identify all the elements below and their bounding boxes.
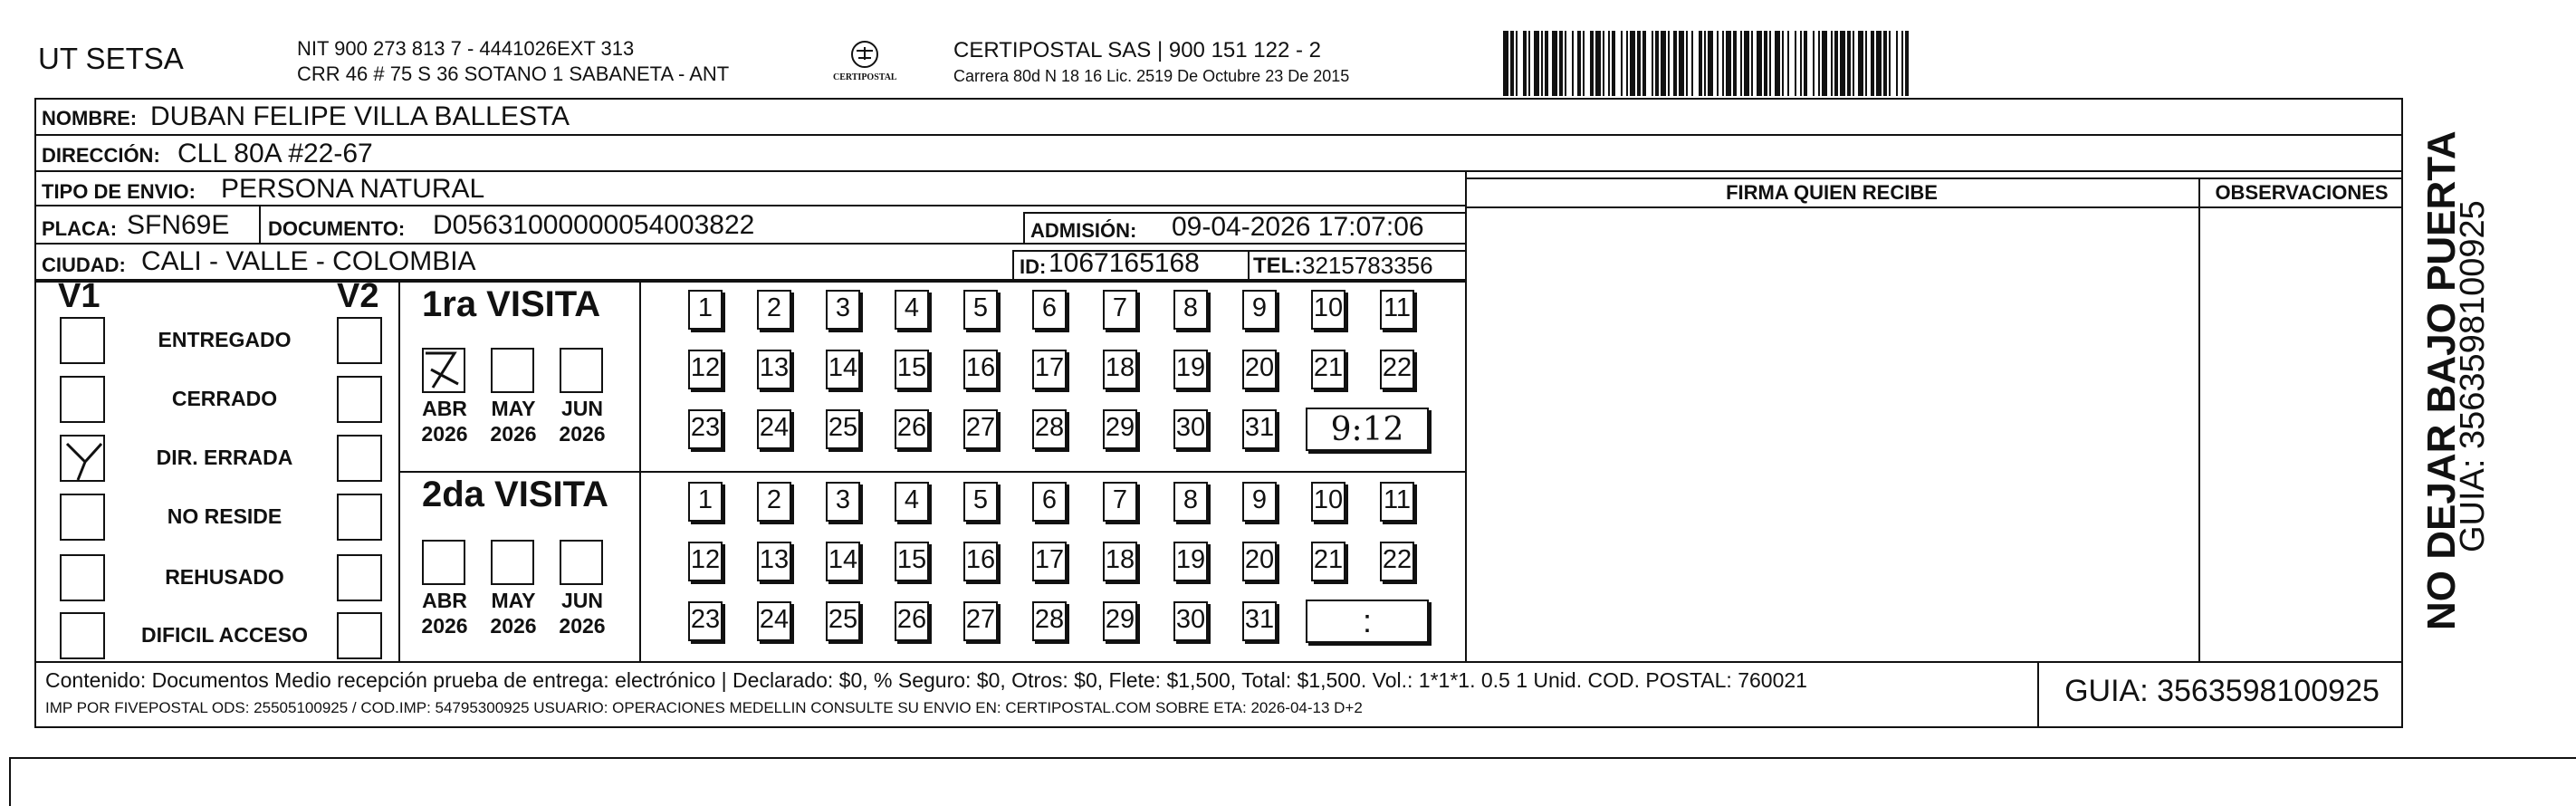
admision-value: 09-04-2026 17:07:06 [1172,212,1424,242]
imp-line: IMP POR FIVEPOSTAL ODS: 25505100925 / COD.IMP: 54795300925 USUARIO: OPERACIONES MEDELLIN CONSULTE SU ENVIO EN: CERTIPOSTAL.COM SOBRE ETA: 2026-04-13 D+2 [45,699,1363,716]
first-visit-day-box[interactable]: 29 [1103,409,1137,449]
admision-label: ADMISIÓN: [1030,219,1137,242]
first-visit-day-box[interactable]: 27 [963,409,998,449]
first-visit-day-box[interactable]: 14 [826,350,860,389]
second-visit-day-box[interactable]: 15 [895,542,929,581]
second-visit-day-box[interactable]: 21 [1311,542,1345,581]
ciudad-label: CIUDAD: [42,254,126,276]
v2-checkbox[interactable] [337,554,382,601]
v1-checkbox[interactable] [60,376,105,423]
visit-row-divider [398,471,1465,473]
firma-header: FIRMA QUIEN RECIBE [1726,181,1938,204]
first-visit-day-box[interactable]: 16 [963,350,998,389]
first-visit-month-box[interactable] [491,348,534,393]
tel-label: TEL: [1253,254,1302,278]
second-visit-day-box[interactable]: 3 [826,482,860,522]
first-visit-day-box[interactable]: 4 [895,290,929,330]
v1-checkbox[interactable] [60,494,105,541]
first-visit-day-box[interactable]: 13 [757,350,791,389]
first-visit-month-box[interactable] [560,348,603,393]
first-visit-day-box[interactable]: 31 [1242,409,1277,449]
first-visit-month-box[interactable] [422,348,465,393]
second-visit-day-box[interactable]: 18 [1103,542,1137,581]
first-visit-day-box[interactable]: 1 [688,290,723,330]
second-visit-day-box[interactable]: 23 [688,601,723,641]
second-visit-day-box[interactable]: 16 [963,542,998,581]
first-visit-day-box[interactable]: 5 [963,290,998,330]
second-visit-day-box[interactable]: 30 [1173,601,1208,641]
first-visit-time-box[interactable]: 9:12 [1306,408,1429,451]
ciudad-row [34,245,1465,281]
direccion-row [34,136,2403,172]
second-visit-day-box[interactable]: 6 [1032,482,1067,522]
status-option-label: DIR. ERRADA [156,446,293,469]
first-visit-day-box[interactable]: 21 [1311,350,1345,389]
v2-checkbox[interactable] [337,612,382,659]
first-visit-day-box[interactable]: 19 [1173,350,1208,389]
first-visit-day-box[interactable]: 12 [688,350,723,389]
first-visit-day-box[interactable]: 15 [895,350,929,389]
documento-label: DOCUMENTO: [268,217,406,240]
first-visit-day-box[interactable]: 25 [826,409,860,449]
tipo-envio-row [34,172,1465,206]
second-visit-month-box[interactable] [422,540,465,585]
tipo-envio-value: PERSONA NATURAL [221,174,485,204]
second-visit-day-box[interactable]: 27 [963,601,998,641]
tel-value: 3215783356 [1302,252,1433,279]
status-option-label: REHUSADO [165,565,284,589]
first-visit-day-box[interactable]: 24 [757,409,791,449]
first-visit-title: 1ra VISITA [422,284,601,324]
v1-checkbox[interactable] [60,612,105,659]
second-visit-year-label: 2026 [421,614,468,638]
carrier-line: CERTIPOSTAL SAS | 900 151 122 - 2 [953,38,1321,62]
v1-checkbox[interactable] [60,554,105,601]
nombre-row [34,98,2403,136]
second-visit-day-box[interactable]: 20 [1242,542,1277,581]
v1-checkbox[interactable] [60,317,105,364]
first-visit-day-box[interactable]: 6 [1032,290,1067,330]
second-visit-day-box[interactable]: 25 [826,601,860,641]
company-name: UT SETSA [38,42,184,75]
check-mark-icon [422,348,465,393]
first-visit-day-box[interactable]: 17 [1032,350,1067,389]
first-visit-day-box[interactable]: 26 [895,409,929,449]
first-visit-day-box[interactable]: 23 [688,409,723,449]
signature-area[interactable] [1467,208,2198,661]
second-visit-day-box[interactable]: 17 [1032,542,1067,581]
v2-checkbox[interactable] [337,494,382,541]
second-visit-day-box[interactable]: 12 [688,542,723,581]
second-visit-day-box[interactable]: 26 [895,601,929,641]
v1-checkbox[interactable] [60,435,105,482]
second-visit-day-box[interactable]: 29 [1103,601,1137,641]
status-option-label: NO RESIDE [167,504,282,528]
observaciones-area[interactable] [2200,208,2403,661]
second-visit-day-box[interactable]: 2 [757,482,791,522]
first-visit-year-label: 2026 [490,422,537,446]
v2-checkbox[interactable] [337,435,382,482]
check-mark-icon [62,437,107,484]
certipostal-logo [833,34,896,98]
logo-text: CERTIPOSTAL [833,72,897,82]
placa-value: SFN69E [127,210,230,240]
second-visit-time-box[interactable]: : [1306,600,1429,643]
nombre-label: NOMBRE: [42,107,138,130]
second-visit-month-label: MAY [491,589,536,612]
first-visit-day-box[interactable]: 20 [1242,350,1277,389]
tipo-envio-label: TIPO DE ENVIO: [42,180,196,203]
status-option-label: DIFICIL ACCESO [140,623,308,647]
second-visit-day-box[interactable]: 22 [1380,542,1414,581]
second-visit-day-box[interactable]: 13 [757,542,791,581]
first-visit-month-label: ABR [422,397,467,420]
id-value: 1067165168 [1049,248,1200,278]
second-visit-day-box[interactable]: 4 [895,482,929,522]
second-visit-day-box[interactable]: 7 [1103,482,1137,522]
second-visit-day-box[interactable]: 24 [757,601,791,641]
second-visit-day-box[interactable]: 14 [826,542,860,581]
second-visit-month-box[interactable] [491,540,534,585]
first-visit-year-label: 2026 [421,422,468,446]
first-visit-day-box[interactable]: 8 [1173,290,1208,330]
second-visit-day-box[interactable]: 9 [1242,482,1277,522]
second-visit-day-box[interactable]: 11 [1380,482,1414,522]
second-visit-title: 2da VISITA [422,475,608,514]
second-visit-day-box[interactable]: 1 [688,482,723,522]
first-visit-day-box[interactable]: 10 [1311,290,1345,330]
v2-label: V2 [337,277,379,315]
documento-value: D05631000000054003822 [433,210,755,240]
second-visit-day-box[interactable]: 5 [963,482,998,522]
first-visit-day-box[interactable]: 3 [826,290,860,330]
placa-row [34,206,1465,245]
second-visit-month-label: JUN [560,589,603,612]
v2-checkbox[interactable] [337,376,382,423]
second-visit-month-label: ABR [422,589,467,612]
second-visit-day-box[interactable]: 19 [1173,542,1208,581]
first-visit-day-box[interactable]: 22 [1380,350,1414,389]
first-visit-day-box[interactable]: 9 [1242,290,1277,330]
first-visit-day-box[interactable]: 30 [1173,409,1208,449]
v1-label: V1 [58,277,101,315]
ciudad-value: CALI - VALLE - COLOMBIA [141,246,476,276]
nombre-value: DUBAN FELIPE VILLA BALLESTA [150,101,570,131]
direccion-label: DIRECCIÓN: [42,144,160,167]
barcode [1503,31,2184,96]
second-visit-day-box[interactable]: 10 [1311,482,1345,522]
side-guia: GUIA: 3563598100925 [2454,200,2492,552]
status-option-label: ENTREGADO [158,328,292,351]
second-visit-day-box[interactable]: 28 [1032,601,1067,641]
second-visit-day-box[interactable]: 31 [1242,601,1277,641]
first-visit-day-box[interactable]: 18 [1103,350,1137,389]
direccion-value: CLL 80A #22-67 [177,139,373,168]
first-visit-year-label: 2026 [559,422,606,446]
second-visit-month-box[interactable] [560,540,603,585]
contenido-line: Contenido: Documentos Medio recepción prueba de entrega: electrónico | Declarado: $0, % Seguro: $0, Otros: $0, Flete: $1,500, Total: $1,500. Vol.: 1*1*1. 0.5 1 Unid. COD. POSTAL: 760021 [45,668,1807,692]
no-dejar-bajo-puerta: NO DEJAR BAJO PUERTA [2419,130,2464,630]
guia-box: GUIA: 3563598100925 [2064,674,2380,708]
nit-line: NIT 900 273 813 7 - 4441026EXT 313 [297,37,635,60]
first-visit-day-box[interactable]: 11 [1380,290,1414,330]
carrier-resolution: Carrera 80d N 18 16 Lic. 2519 De Octubre 23 De 2015 [953,67,1350,85]
first-visit-day-box[interactable]: 28 [1032,409,1067,449]
address-line: CRR 46 # 75 S 36 SOTANO 1 SABANETA - ANT [297,62,730,85]
first-visit-day-box[interactable]: 7 [1103,290,1137,330]
second-visit-day-box[interactable]: 8 [1173,482,1208,522]
status-option-label: CERRADO [171,387,278,410]
second-visit-year-label: 2026 [490,614,537,638]
observaciones-header: OBSERVACIONES [2215,181,2389,204]
first-visit-day-box[interactable]: 2 [757,290,791,330]
v2-checkbox[interactable] [337,317,382,364]
second-visit-year-label: 2026 [559,614,606,638]
placa-label: PLACA: [42,217,118,240]
first-visit-month-label: MAY [491,397,536,420]
id-label: ID: [1020,255,1047,278]
first-visit-month-label: JUN [560,397,603,420]
